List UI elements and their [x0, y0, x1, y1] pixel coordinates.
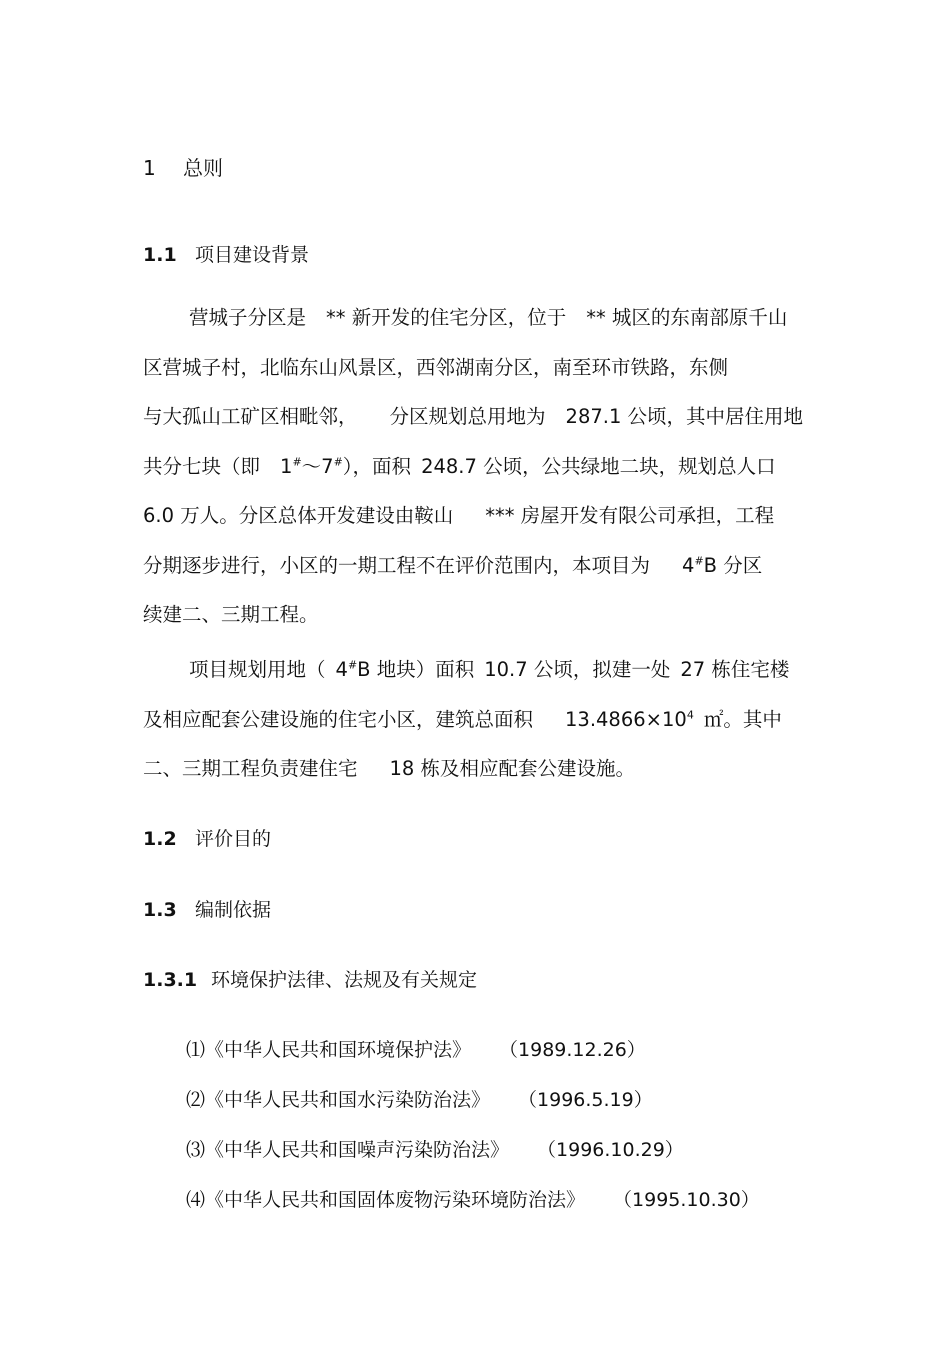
- section-title: 环境保护法律、法规及有关规定: [211, 969, 478, 991]
- law-list-item: [186, 1035, 646, 1065]
- law-list-item: [186, 1185, 760, 1215]
- section-1-heading: [143, 153, 223, 183]
- law-name: ⑷《中华人民共和国固体废物污染环境防治法》: [186, 1189, 586, 1211]
- section-title: 评价目的: [195, 828, 272, 850]
- section-number: 1.1: [143, 244, 177, 266]
- law-name: ⑴《中华人民共和国环境保护法》: [186, 1039, 472, 1061]
- text-line: 及相应配套公建设施的住宅小区，建筑总面积 $13.4866\times 10^4$ ㎡。其中: [143, 707, 782, 731]
- text-line: 6.0 万人。分区总体开发建设由鞍山 *** 房屋开发有限公司承担，工程: [143, 504, 775, 527]
- law-date: （1995.10.30）: [613, 1189, 760, 1211]
- section-1-3-1-heading: [143, 965, 477, 995]
- section-number: 1.3: [143, 899, 177, 921]
- text-line: 营城子分区是 ** 新开发的住宅分区，位于 ** 城区的东南部原千山: [189, 306, 788, 329]
- text-line: 项目规划用地（ 4#B 地块）面积 10.7 公顷，拟建一处 27 栋住宅楼: [189, 658, 790, 681]
- section-1-3-heading: [143, 895, 271, 925]
- text-line: 与大孤山工矿区相毗邻， 分区规划总用地为 287.1 公顷，其中居住用地: [143, 405, 804, 428]
- text-line: 续建二、三期工程。: [143, 603, 319, 626]
- project-scope-paragraph: [143, 645, 843, 794]
- section-title: 编制依据: [195, 899, 272, 921]
- section-1-1-heading: [143, 240, 309, 270]
- section-number: 1: [143, 156, 156, 180]
- law-list-item: [186, 1085, 653, 1115]
- text-line: 区营城子村，北临东山风景区，西邻湖南分区，南至环市铁路，东侧: [143, 355, 729, 379]
- background-paragraph: [143, 293, 843, 640]
- section-1-2-heading: [143, 824, 271, 854]
- law-name: ⑵《中华人民共和国水污染防治法》: [186, 1089, 491, 1111]
- section-number: 1.2: [143, 828, 177, 850]
- text-line: 二、三期工程负责建住宅 18 栋及相应配套公建设施。: [143, 757, 636, 780]
- law-date: （1996.5.19）: [518, 1089, 653, 1111]
- law-name: ⑶《中华人民共和国噪声污染防治法》: [186, 1139, 510, 1161]
- text-line: 分期逐步进行，小区的一期工程不在评价范围内，本项目为 4#B 分区: [143, 553, 763, 577]
- text-line: 共分七块（即 1#～7#），面积 248.7 公顷，公共绿地二块，规划总人口: [143, 454, 776, 478]
- law-date: （1989.12.26）: [499, 1039, 646, 1061]
- section-title: 项目建设背景: [195, 244, 310, 266]
- section-number: 1.3.1: [143, 969, 198, 991]
- law-list-item: [186, 1135, 684, 1165]
- law-date: （1996.10.29）: [537, 1139, 684, 1161]
- section-title: 总则: [183, 156, 223, 180]
